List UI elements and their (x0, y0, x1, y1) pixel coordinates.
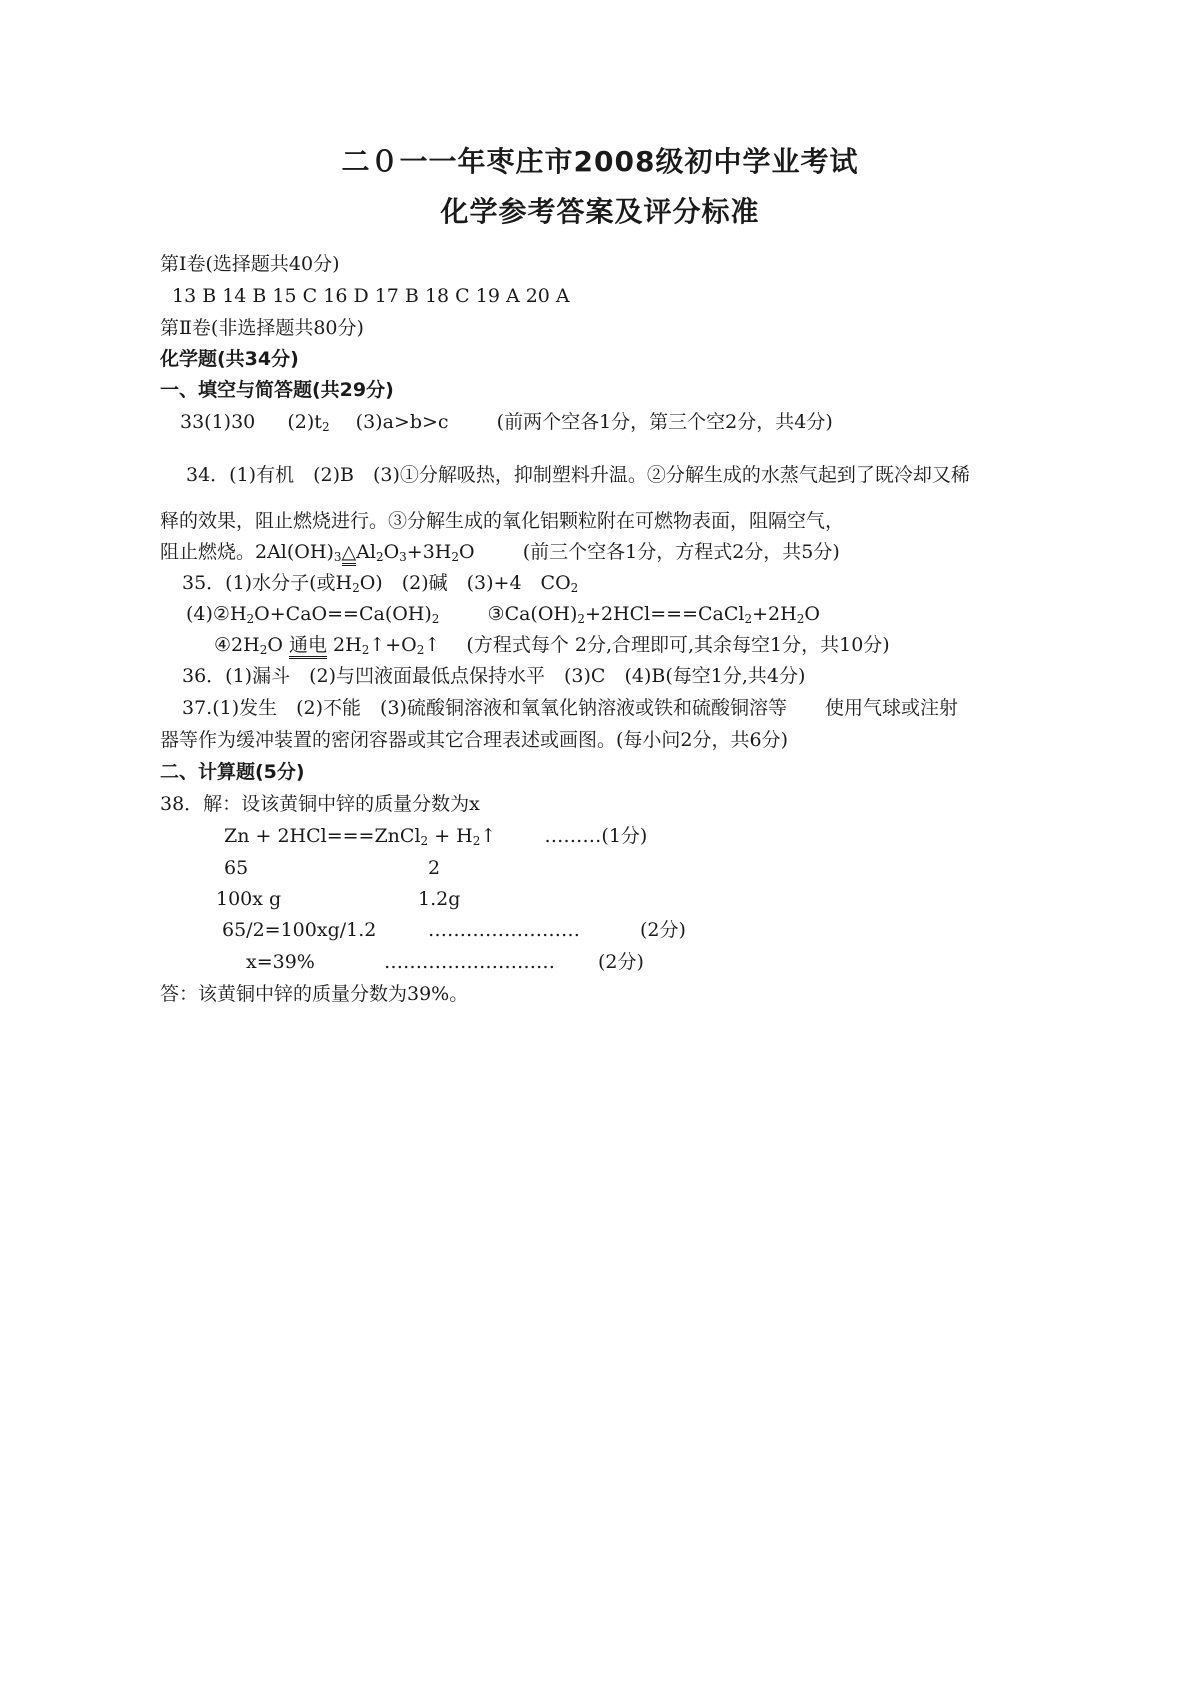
q35-line2 (186, 600, 820, 628)
q38-result-dots: ……………………… (384, 951, 555, 973)
part1-heading: 第Ⅰ卷(选择题共40分) (160, 253, 340, 275)
q33-part1: 33(1)30 (180, 411, 256, 433)
q38-answer: 答：该黄铜中锌的质量分数为39%。 (160, 983, 469, 1005)
q38-intro: 38．解：设该黄铜中锌的质量分数为x (160, 793, 480, 815)
part1-answers: 13 B 14 B 15 C 16 D 17 B 18 C 19 A 20 A (172, 285, 570, 307)
section1-heading: 一、填空与简答题(共29分) (160, 379, 394, 401)
q33-score: (前两个空各1分，第三个空2分，共4分) (496, 411, 833, 433)
heat-condition-symbol: △ (342, 541, 357, 566)
q35-line3 (214, 631, 890, 659)
q34-score: (前三个空各1分，方程式2分，共5分) (522, 541, 840, 563)
q38-ratio-row1-left: 65 (224, 857, 249, 879)
electrolysis-condition: 通电 (289, 634, 327, 659)
q34-line1: 34．(1)有机 (2)B (3)①分解吸热，抑制塑料升温。②分解生成的水蒸气起到了既冷却又稀 (186, 464, 970, 486)
q35-equation-3: $③Ca(OH)_2+2HCl===CaCl_2+2H_2O$ (487, 603, 820, 626)
q38-proportion: 65/2=100xg/1.2 (222, 919, 377, 941)
q33-line (180, 408, 833, 436)
q38-equation: Zn + 2HCl===ZnCl$_2$ + $H_2↑$ ………(1分) (224, 825, 648, 848)
q38-ratio-row2-left: 100x g (216, 888, 282, 910)
q35-score: (方程式每个 2分,合理即可,其余每空1分，共10分) (466, 634, 890, 656)
q38-result-score: (2分) (598, 951, 644, 973)
q38-result: x=39% (246, 951, 315, 973)
q35-equation-4: $④2H_2O$ 通电 $2H_2↑+O_2↑$ (214, 634, 441, 657)
q34-line3: 阻止燃烧。$2Al(OH)_3\triangle Al_2O_3+3H_2O$ (前三个空各1分，方程式2分，共5分) (160, 541, 840, 564)
chem-heading: 化学题(共34分) (160, 348, 299, 370)
q38-proportion-dots: …………………… (428, 919, 580, 941)
q35-equation-2: $(4)②H_2O+CaO==Ca(OH)_2$ (186, 603, 440, 626)
section2-heading: 二、计算题(5分) (160, 761, 305, 783)
q38-proportion-score: (2分) (640, 919, 686, 941)
q36-line: 36．(1)漏斗 (2)与凹液面最低点保持水平 (3)C (4)B(每空1分,共4分) (182, 665, 806, 687)
q34-line2: 释的效果，阻止燃烧进行。③分解生成的氧化铝颗粒附在可燃物表面，阻隔空气， (160, 510, 845, 532)
q37-line2: 器等作为缓冲装置的密闭容器或其它合理表述或画图。(每小问2分，共6分) (160, 729, 789, 751)
part2-heading: 第Ⅱ卷(非选择题共80分) (160, 317, 364, 339)
q38-ratio-row1-right: 2 (428, 857, 441, 879)
q38-ratio-row2-right: 1.2g (418, 888, 461, 910)
q37-line1: 37.(1)发生 (2)不能 (3)硫酸铜溶液和氧氧化钠溶液或铁和硫酸铜溶等 使用气球或注射 (182, 697, 958, 719)
q35-line1: 35．(1)水分子(或$H_2O$) (2)碱 (3)+4 $CO_2$ (182, 572, 579, 595)
q33-part3: (3)a>b>c (355, 411, 449, 433)
page-subtitle: 化学参考答案及评分标准 (440, 195, 760, 228)
page-title: 二０一一年枣庄市2008级初中学业考试 (341, 145, 859, 178)
q38-equation-score: ………(1分) (544, 825, 648, 847)
q33-part2: $(2)t_2$ (287, 411, 330, 434)
